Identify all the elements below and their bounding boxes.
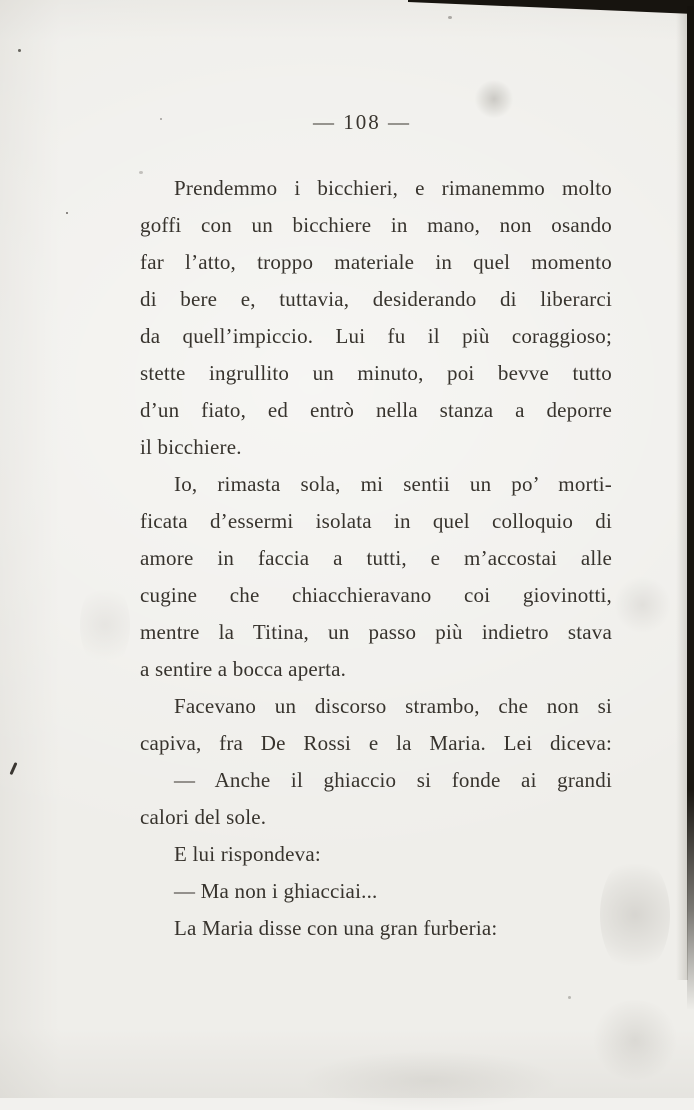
paper-smudge	[300, 1050, 560, 1110]
text-line: il bicchiere.	[140, 435, 242, 459]
text-line: calori del sole.	[140, 805, 267, 829]
text-line: goffi con un bicchiere in mano, non osando	[140, 213, 612, 237]
text-line: — Ma non i ghiacciai...	[174, 879, 378, 903]
text-line: stette ingrullito un minuto, poi bevve tutto	[140, 361, 612, 385]
paper-smudge	[80, 580, 130, 670]
text-line: cugine che chiacchieravano coi giovinotti,	[140, 583, 612, 607]
text-line: capiva, fra De Rossi e la Maria. Lei diceva:	[140, 731, 612, 755]
text-line: E lui rispondeva:	[174, 842, 321, 866]
text-line: amore in faccia a tutti, e m’accostai alle	[140, 546, 612, 570]
text-body	[140, 170, 612, 947]
paper-smudge	[590, 1000, 680, 1080]
scan-edge-right	[687, 6, 694, 1010]
text-line: da quell’impiccio. Lui fu il più coraggioso;	[140, 324, 612, 348]
page-number: — 108 —	[313, 110, 411, 134]
text-line: ficata d’essermi isolata in quel colloquio di	[140, 509, 612, 533]
paper-smudge	[615, 575, 670, 635]
text-line: d’un fiato, ed entrò nella stanza a deporre	[140, 398, 612, 422]
ink-slash-mark	[9, 762, 17, 775]
text-line: — Anche il ghiaccio si fonde ai grandi	[174, 768, 612, 792]
text-line: di bere e, tuttavia, desiderando di liberarci	[140, 287, 612, 311]
scan-edge-top	[408, 0, 694, 14]
text-line: Facevano un discorso strambo, che non si	[174, 694, 612, 718]
text-line: La Maria disse con una gran furberia:	[174, 916, 498, 940]
paper-speck	[568, 996, 571, 999]
text-line: Io, rimasta sola, mi sentii un po’ morti-	[174, 472, 612, 496]
text-line: a sentire a bocca aperta.	[140, 657, 347, 681]
text-line: mentre la Titina, un passo più indietro stava	[140, 620, 612, 644]
text-line: Prendemmo i bicchieri, e rimanemmo molto	[174, 176, 612, 200]
paper-speck	[448, 16, 452, 19]
paper-speck	[18, 49, 21, 52]
text-line: far l’atto, troppo materiale in quel momento	[140, 250, 612, 274]
paper-speck	[66, 212, 68, 214]
